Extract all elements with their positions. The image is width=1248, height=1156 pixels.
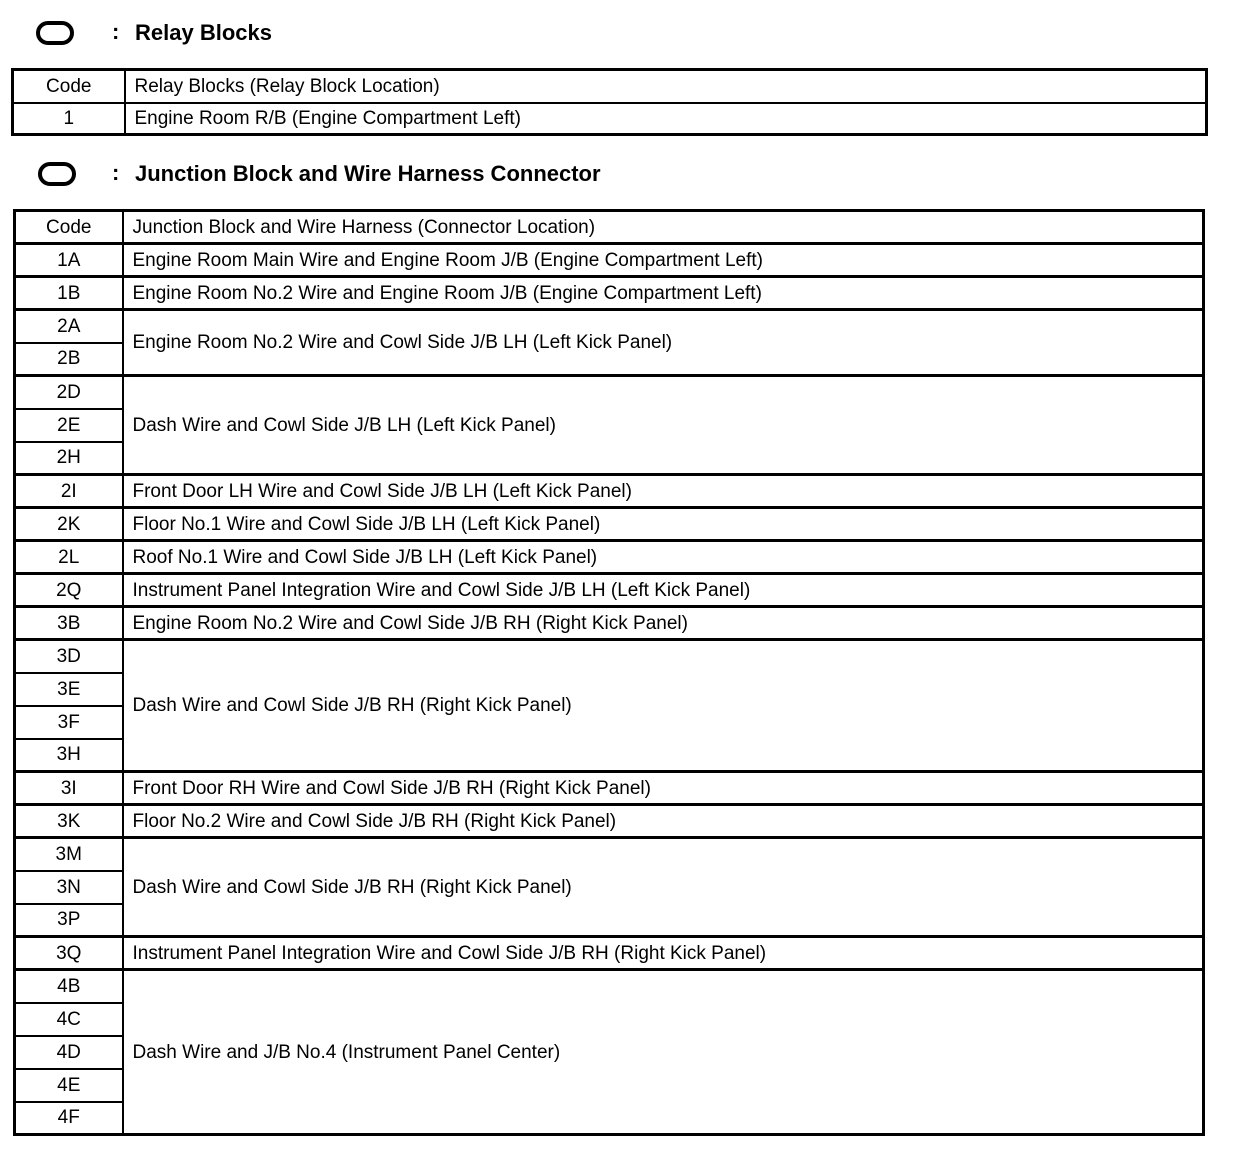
connector-code-cell: 3N (15, 871, 123, 904)
connector-code-cell: 3P (15, 904, 123, 937)
connector-location-cell: Instrument Panel Integration Wire and Cowl Side J/B LH (Left Kick Panel) (123, 574, 1204, 607)
connector-location-cell: Front Door LH Wire and Cowl Side J/B LH (Left Kick Panel) (123, 475, 1204, 508)
table-row (15, 838, 1204, 871)
connector-location-cell: Dash Wire and Cowl Side J/B RH (Right Kick Panel) (123, 640, 1204, 772)
junction-block-table (13, 209, 1205, 1136)
relay-code-cell: 1 (13, 103, 125, 135)
rounded-rectangle-icon (38, 162, 76, 186)
connector-location-cell: Engine Room Main Wire and Engine Room J/B (Engine Compartment Left) (123, 244, 1204, 277)
connector-code-cell: 2I (15, 475, 123, 508)
connector-code-cell: 3B (15, 607, 123, 640)
connector-location-cell: Dash Wire and Cowl Side J/B RH (Right Kick Panel) (123, 838, 1204, 937)
table-row (13, 103, 1207, 135)
rounded-rectangle-icon (36, 21, 74, 45)
table-row (15, 574, 1204, 607)
connector-code-cell: 4E (15, 1069, 123, 1102)
connector-code-cell: 4D (15, 1036, 123, 1069)
connector-location-cell: Engine Room No.2 Wire and Cowl Side J/B RH (Right Kick Panel) (123, 607, 1204, 640)
connector-code-cell: 4C (15, 1003, 123, 1036)
table-header-row (15, 211, 1204, 244)
connector-code-cell: 2E (15, 409, 123, 442)
connector-code-cell: 3M (15, 838, 123, 871)
connector-location-cell: Engine Room No.2 Wire and Engine Room J/B (Engine Compartment Left) (123, 277, 1204, 310)
connector-code-cell: 2B (15, 343, 123, 376)
connector-location-cell: Dash Wire and Cowl Side J/B LH (Left Kick Panel) (123, 376, 1204, 475)
connector-code-cell: 3E (15, 673, 123, 706)
relay-heading-colon: : (112, 19, 120, 44)
connector-code-cell: 4B (15, 970, 123, 1003)
table-row (15, 277, 1204, 310)
relay-blocks-table (11, 68, 1208, 136)
table-row (15, 805, 1204, 838)
connector-code-cell: 1B (15, 277, 123, 310)
relay-desc-cell: Engine Room R/B (Engine Compartment Left) (125, 103, 1207, 135)
connector-location-cell: Floor No.2 Wire and Cowl Side J/B RH (Right Kick Panel) (123, 805, 1204, 838)
connector-code-cell: 2K (15, 508, 123, 541)
connector-location-cell: Engine Room No.2 Wire and Cowl Side J/B LH (Left Kick Panel) (123, 310, 1204, 376)
junction-section-title: Junction Block and Wire Harness Connector (135, 161, 601, 186)
connector-code-cell: 3F (15, 706, 123, 739)
connector-code-cell: 2Q (15, 574, 123, 607)
table-header-row (13, 70, 1207, 103)
table-row (15, 244, 1204, 277)
junction-heading-colon: : (112, 160, 120, 185)
table-row (15, 310, 1204, 343)
connector-location-cell: Dash Wire and J/B No.4 (Instrument Panel Center) (123, 970, 1204, 1135)
location-column-header: Junction Block and Wire Harness (Connector Location) (123, 211, 1204, 244)
code-column-header: Code (13, 70, 125, 103)
table-row (15, 508, 1204, 541)
table-row (15, 475, 1204, 508)
connector-code-cell: 2H (15, 442, 123, 475)
connector-code-cell: 3H (15, 739, 123, 772)
table-row (15, 607, 1204, 640)
table-row (15, 376, 1204, 409)
connector-code-cell: 4F (15, 1102, 123, 1135)
connector-code-cell: 2L (15, 541, 123, 574)
connector-location-cell: Floor No.1 Wire and Cowl Side J/B LH (Left Kick Panel) (123, 508, 1204, 541)
connector-code-cell: 2A (15, 310, 123, 343)
connector-location-cell: Roof No.1 Wire and Cowl Side J/B LH (Left Kick Panel) (123, 541, 1204, 574)
table-row (15, 772, 1204, 805)
location-column-header: Relay Blocks (Relay Block Location) (125, 70, 1207, 103)
connector-code-cell: 1A (15, 244, 123, 277)
connector-code-cell: 3D (15, 640, 123, 673)
table-row (15, 640, 1204, 673)
connector-code-cell: 3Q (15, 937, 123, 970)
connector-code-cell: 3K (15, 805, 123, 838)
table-row (15, 541, 1204, 574)
connector-code-cell: 2D (15, 376, 123, 409)
code-column-header: Code (15, 211, 123, 244)
connector-code-cell: 3I (15, 772, 123, 805)
relay-section-title: Relay Blocks (135, 20, 272, 45)
table-row (15, 937, 1204, 970)
connector-location-cell: Instrument Panel Integration Wire and Cowl Side J/B RH (Right Kick Panel) (123, 937, 1204, 970)
connector-location-cell: Front Door RH Wire and Cowl Side J/B RH (Right Kick Panel) (123, 772, 1204, 805)
table-row (15, 970, 1204, 1003)
